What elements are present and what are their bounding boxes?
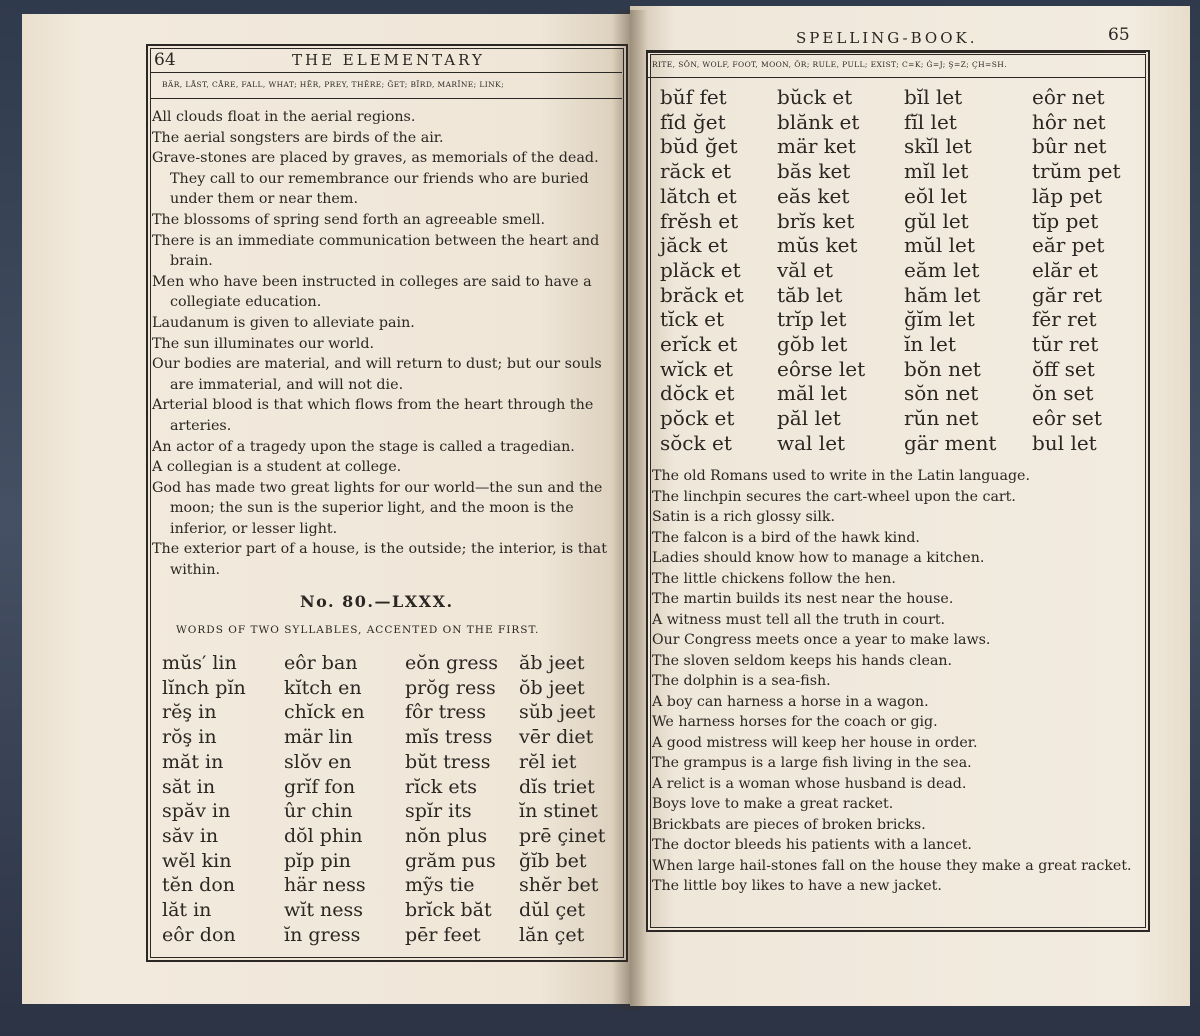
word-cell: lĭnch pĭn [162,676,246,699]
word-cell: tŭr ret [1032,332,1099,357]
word-cell: eŏn gress [405,652,498,674]
sentence: All clouds float in the aerial regions. [152,109,416,125]
word-cell: ĭn gress [284,923,361,946]
sentence: The blossoms of spring send forth an agreeable smell. [152,211,545,228]
sentence: Our Congress meets once a year to make laws. [652,632,991,648]
word-cell: wĭt ness [284,899,363,922]
word-cell: rŏş in [162,726,217,749]
word-cell: ğĭm let [904,307,975,332]
word-cell: măl let [777,381,847,406]
word-cell: văl et [777,257,833,282]
word-cell: sŏck et [660,430,732,455]
left-header-rule [150,72,622,73]
word-cell: mŭs ket [777,233,858,258]
word-cell: bĭl let [904,85,963,109]
left-page-number: 64 [154,50,176,70]
word-cell: mär lin [284,726,353,749]
word-cell: lăp pet [1032,183,1103,208]
word-cell: eăr pet [1032,233,1105,258]
sentence: The exterior part of a house, is the outside; the interior, is that within. [152,541,607,579]
word-cell: blănk et [777,109,860,134]
word-cell: elăr et [1032,257,1098,282]
word-cell: hôr net [1032,109,1106,134]
word-cell: săv in [162,824,219,847]
section-title: No. 80.—LXXX. [300,592,454,611]
word-cell: hăm let [904,282,981,307]
sentence: The martin builds its nest near the house. [652,591,954,607]
sentence: Arterial blood is that which flows from the heart through the arteries. [152,397,594,434]
book-gutter [612,10,648,1010]
word-cell: răck et [660,159,732,184]
word-cell: gŏb let [777,332,848,357]
word-cell: brĭck băt [405,899,492,922]
word-cell: nŏn plus [405,824,488,847]
word-cell: gär ment [904,430,997,455]
left-key-rule [150,98,622,99]
word-cell: prŏg ress [405,676,496,699]
word-cell: păl let [777,406,841,431]
sentence: Men who have been instructed in colleges are said to have a collegiate education. [152,273,592,311]
sentence: The old Romans used to write in the Latin language. [652,468,1030,484]
word-cell: bûr net [1032,134,1107,159]
word-cell: dĭs triet [519,775,595,798]
word-cell: mŭs′ lin [162,652,237,674]
word-cell: eôrse let [777,356,866,381]
word-cell: rĕş in [162,701,217,724]
left-pronunciation-key: BÄR, LÅST, CÅRE, FALL, WHAT; HĒR, PREY, THÊRE; ĞET; BĨRD, MARÏNE; LINK; [162,80,505,89]
sentence: When large hail-stones fall on the house they make a great racket. [652,857,1132,874]
right-header-rule [648,52,1146,53]
word-cell: băs ket [777,159,851,184]
word-cell: grĭf fon [284,775,356,798]
left-word-table [162,651,622,947]
word-cell: eôr net [1032,85,1105,109]
sentence: The grampus is a large fish living in the sea. [652,755,972,771]
word-cell: plăck et [660,257,741,282]
sentence: We harness horses for the coach or gig. [652,714,938,730]
word-cell: chĭck en [284,701,365,724]
section-subtitle: WORDS OF TWO SYLLABLES, ACCENTED ON THE FIRST. [176,624,540,636]
word-cell: bŏn net [904,356,981,381]
right-key-rule [648,77,1146,78]
sentence: A relict is a woman whose husband is dead. [652,775,967,792]
word-cell: mŭl let [904,233,975,258]
word-cell: bŭt tress [405,750,491,773]
word-cell: măt in [162,750,224,773]
word-cell: prē çinet [519,824,606,847]
sentence: A good mistress will keep her house in order. [652,734,978,751]
word-cell: rĕl iet [519,750,577,773]
word-cell: mĭl let [904,159,969,184]
word-cell: shĕr bet [519,874,599,897]
word-cell: mỹs tie [405,874,475,897]
word-cell: ŏff set [1032,356,1095,381]
word-cell: lătch et [660,183,737,208]
word-cell: sŏn net [904,381,979,406]
sentence: The doctor bleeds his patients with a lancet. [652,837,972,853]
word-cell: brăck et [660,282,744,307]
sentence: The little boy likes to have a new jacket. [652,878,942,894]
sentence: A collegian is a student at college. [152,459,402,476]
sentence: Brickbats are pieces of broken bricks. [652,816,926,833]
word-cell: ĭn stinet [519,800,598,823]
word-cell: jăck et [660,233,728,258]
word-cell: frĕsh et [660,208,739,233]
right-sentences [652,466,1142,897]
word-cell: ûr chin [284,800,353,823]
sentence: The sloven seldom keeps his hands clean. [652,652,953,669]
word-cell: tĭp pet [1032,208,1099,233]
sentence: Satin is a rich glossy silk. [652,509,835,525]
word-cell: lăn çet [519,923,585,946]
word-cell: skĭl let [904,134,972,159]
word-cell: ŏb jeet [519,676,585,699]
word-cell: pēr feet [405,923,481,946]
sentence: The little chickens follow the hen. [652,570,896,587]
sentence: Laudanum is given to alleviate pain. [152,314,415,331]
word-cell: eăm let [904,257,980,282]
word-cell: dŭl çet [519,899,586,922]
word-cell: bŭf fet [660,85,727,109]
word-cell: erĭck et [660,332,738,357]
sentence: The dolphin is a sea-fish. [652,673,831,689]
sentence: A boy can harness a horse in a wagon. [652,693,929,710]
word-cell: mĭs tress [405,726,493,749]
sentence: Boys love to make a great racket. [652,796,894,812]
word-cell: fôr tress [405,701,487,724]
word-cell: eŏl let [904,183,967,208]
word-cell: brĭs ket [777,208,855,233]
left-sentences [152,107,622,581]
word-cell: bul let [1032,430,1097,455]
word-cell: tĭck et [660,307,724,332]
word-cell: tĕn don [162,874,235,897]
sentence: An actor of a tragedy upon the stage is called a tragedian. [152,438,575,455]
word-cell: trŭm pet [1032,159,1121,184]
word-cell: här ness [284,874,366,897]
word-cell: fĭl let [904,109,957,134]
word-cell: dŏl phin [284,824,363,847]
sentence: There is an immediate communication between the heart and brain. [152,232,600,270]
word-cell: sŭb jeet [519,701,596,724]
word-cell: lăt in [162,899,212,922]
word-cell: wĭck et [660,356,734,381]
word-cell: vēr diet [519,726,594,749]
word-cell: eôr set [1032,406,1102,431]
left-running-title: THE ELEMENTARY [292,51,485,69]
word-cell: fĭd ğet [660,109,726,134]
word-cell: spĭr its [405,800,472,823]
sentence: The falcon is a bird of the hawk kind. [652,529,920,546]
word-cell: ğĭb bet [519,849,587,872]
word-cell: dŏck et [660,381,735,406]
word-cell: rĭck ets [405,775,477,798]
sentence: A witness must tell all the truth in court. [652,611,946,628]
word-cell: kĭtch en [284,676,362,699]
sentence: Ladies should know how to manage a kitchen. [652,550,985,566]
sentence: The sun illuminates our world. [152,335,375,352]
word-cell: gŭl let [904,208,969,233]
word-cell: rŭn net [904,406,979,431]
word-cell: grăm pus [405,849,496,872]
word-cell: bŭck et [777,85,853,109]
word-cell: eôr don [162,923,236,946]
word-cell: pĭp pin [284,849,351,872]
sentence: The aerial songsters are birds of the air. [152,129,444,146]
right-pronunciation-key: RITE, SŎN, WOLF, FOOT, MOON, ÔR; RULE, PULL; EXIST; C=K; Ġ=J; Ş=Z; ÇH=SH. [652,60,1007,69]
word-cell: pŏck et [660,406,735,431]
word-cell: spăv in [162,800,231,823]
word-cell: eôr ban [284,652,358,674]
word-cell: fĕr ret [1032,307,1097,332]
word-cell: găr ret [1032,282,1103,307]
sentence: God has made two great lights for our world—the sun and the moon; the sun is the superior light, and the moon is the inferior, or lesser light. [152,479,603,537]
word-cell: ĭn let [904,332,956,357]
word-cell: săt in [162,775,216,798]
right-page-number: 65 [1108,25,1130,45]
sentence: The linchpin secures the cart-wheel upon the cart. [652,488,1016,505]
sentence: Our bodies are material, and will return to dust; but our souls are immaterial, and will not die. [152,356,602,393]
right-word-table [660,85,1144,456]
word-cell: bŭd ğet [660,134,738,159]
sentence: Grave-stones are placed by graves, as memorials of the dead. They call to our remembrance our friends who are buried under them or near them. [152,150,599,208]
word-cell: trĭp let [777,307,847,332]
word-cell: slŏv en [284,750,352,773]
word-cell: mär ket [777,134,856,159]
word-cell: ŏn set [1032,381,1094,406]
word-cell: ăb jeet [519,652,585,674]
right-running-title: SPELLING-BOOK. [796,29,978,47]
word-cell: eăs ket [777,183,850,208]
word-cell: wĕl kin [162,849,232,872]
word-cell: tăb let [777,282,843,307]
word-cell: wal let [777,430,846,455]
